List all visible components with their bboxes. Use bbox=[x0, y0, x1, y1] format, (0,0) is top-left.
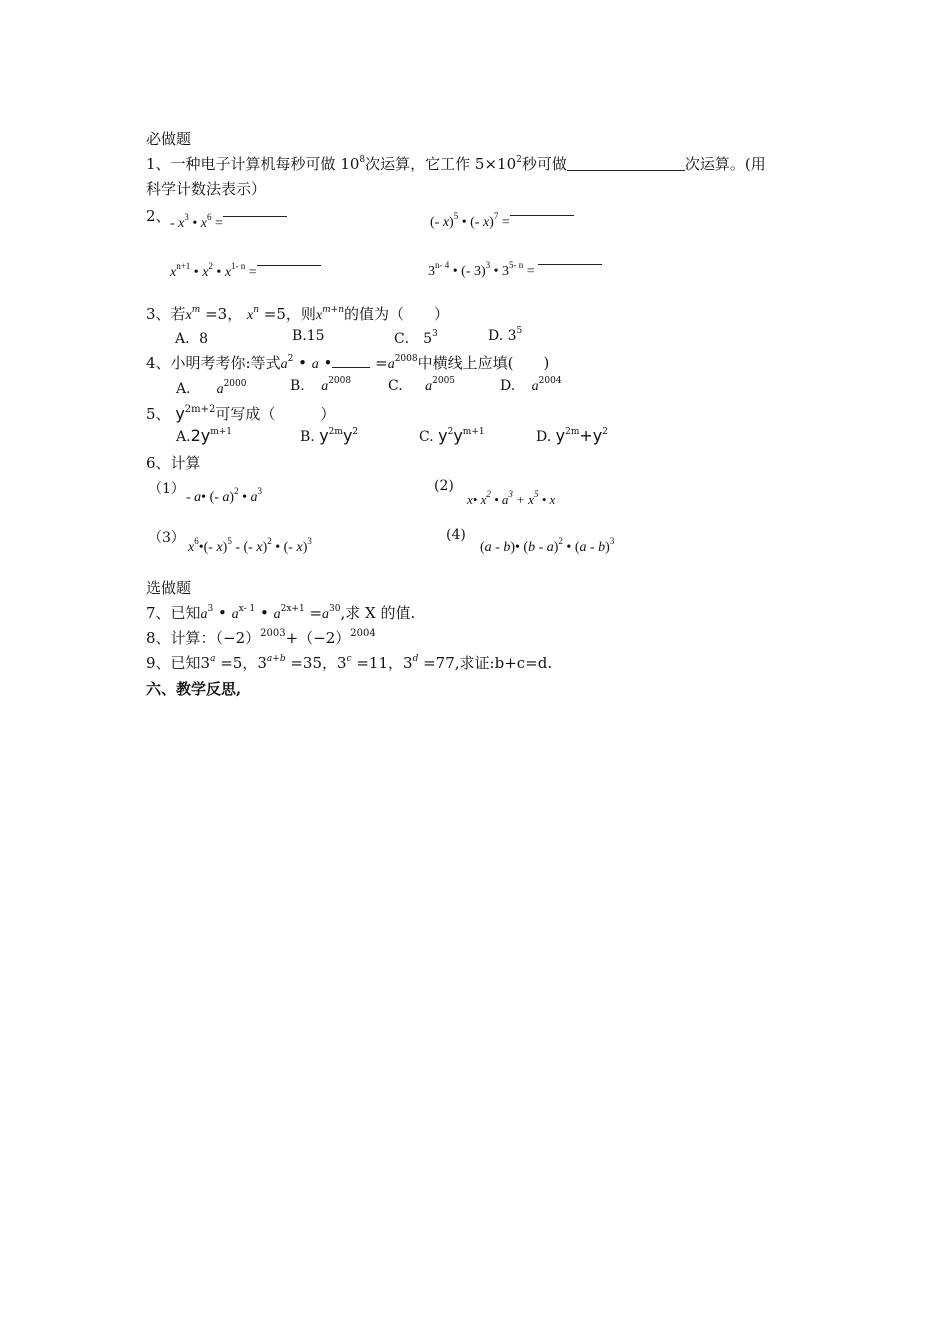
q4-blank[interactable] bbox=[332, 355, 370, 368]
q5-option-a[interactable]: $A.2y^{m+1}$ bbox=[176, 426, 233, 445]
q2-blank-4[interactable] bbox=[538, 264, 602, 265]
q2-expr-2: (- x)$^5$ • (- x)$^7$ = bbox=[430, 215, 574, 231]
q4-text-a: 4、小明考考你:等式 bbox=[146, 354, 281, 372]
q2-blank-3[interactable] bbox=[257, 265, 321, 266]
q1-text-c: 秒可做 bbox=[521, 155, 567, 173]
q3-cond2: =5，则 bbox=[263, 305, 316, 323]
q2-blank-2[interactable] bbox=[510, 215, 574, 216]
q1-text-b: 次运算，它工作 5×10 bbox=[365, 155, 517, 173]
q6-expr-4: (a - b)• (b - a)$^2$ • (a - b)$^3$ bbox=[480, 536, 615, 555]
required-heading: 必做题 bbox=[146, 130, 192, 148]
question-7: 7、已知$a^3$ • $a^{x- 1}$ • $a^{2x+1} =a^{30}$,求 X 的值. bbox=[146, 604, 416, 622]
q4-option-b[interactable]: B. $a^{2008}$ bbox=[290, 376, 352, 394]
q6-num-2: (2) bbox=[434, 478, 454, 494]
q3-option-c[interactable]: C． $5^3$ bbox=[394, 329, 438, 347]
q3-option-a[interactable]: A．8 bbox=[175, 331, 209, 347]
q1-exp-b: 2 bbox=[516, 155, 522, 165]
q5-text: 可写成（ ） bbox=[215, 405, 336, 423]
reflection-heading: 六、教学反思, bbox=[146, 680, 242, 698]
q2-expr-1: - $x^3$ • $x^6$ = bbox=[170, 216, 287, 232]
question-5: 5、 $y^{2m+2}$可写成（ ） bbox=[146, 404, 336, 423]
q4-option-a[interactable]: A． $a^{2000}$ bbox=[176, 379, 247, 397]
q1-text-a: 1、一种电子计算机每秒可做 10 bbox=[146, 155, 360, 173]
q4-option-c[interactable]: C. $a^{2005}$ bbox=[388, 376, 456, 394]
q6-num-4: (4) bbox=[446, 527, 466, 543]
q1-text-d: 次运算。(用 bbox=[684, 155, 766, 173]
q2-blank-1[interactable] bbox=[223, 216, 287, 217]
q3-cond1: =3， bbox=[205, 305, 243, 323]
question-3: 3、若$x^m =3$， $x^n =5$，则$x^{m+n}$的值为（ ） bbox=[146, 305, 450, 323]
q3-text: 3、若 bbox=[146, 305, 186, 323]
q3-tail: 的值为（ ） bbox=[344, 305, 450, 323]
q1-text-e: 科学计数法表示） bbox=[146, 180, 267, 198]
q5-option-b[interactable]: B. $y^{2m}y^2$ bbox=[300, 426, 359, 445]
q6-expr-2: x• $x^2$ • $a^3 + x^5$ • x bbox=[467, 489, 556, 507]
q1-exp-a: 8 bbox=[359, 155, 366, 165]
q5-option-c[interactable]: C. $y^2y^{m+1}$ bbox=[419, 426, 485, 445]
question-8: 8、计算：$(-2)^{2003}+(-2)^{2004}$ bbox=[146, 628, 376, 647]
q2-expr-4: 3$^{n- 4}$ • (- 3)$^3$ • $3^{5- n}$ = bbox=[428, 264, 602, 280]
optional-heading: 选做题 bbox=[146, 579, 192, 597]
q6-label: 6、计算 bbox=[146, 454, 201, 472]
q5-option-d[interactable]: D. $y^{2m}+y^2$ bbox=[536, 426, 608, 445]
question-1-line1 bbox=[146, 153, 766, 174]
q2-expr-3: $x^{n+1}$ • $x^2$ • $x^{1- n}$ = bbox=[170, 265, 321, 281]
question-9: 9、已知$3^a =5$，$3^{a+b} =35$，$3^c =11$，$3^d =77$,求证:b+c=d. bbox=[146, 654, 553, 672]
q6-num-3: （3） bbox=[148, 530, 185, 546]
q3-option-b[interactable]: B.15 bbox=[292, 328, 325, 344]
q6-num-1: （1） bbox=[148, 481, 185, 497]
q2-label: 2、 bbox=[146, 207, 171, 225]
q4-option-d[interactable]: D. $a^{2004}$ bbox=[500, 376, 562, 394]
q6-expr-1: - a• (- a)$^2$ • $a^3$ bbox=[186, 486, 262, 505]
question-4: 4、小明考考你:等式$a^2$ • a • $=a^{2008}$中横线上应填( ) bbox=[146, 354, 550, 372]
q3-option-d[interactable]: D. $3^5$ bbox=[488, 326, 523, 344]
q4-text-b: 中横线上应填( ) bbox=[417, 354, 550, 372]
q1-answer-blank[interactable] bbox=[567, 156, 685, 171]
q6-expr-3: $x^6•(-$ x)$^5$ - (- x)$^2$ • (- x)$^3$ bbox=[188, 536, 312, 555]
